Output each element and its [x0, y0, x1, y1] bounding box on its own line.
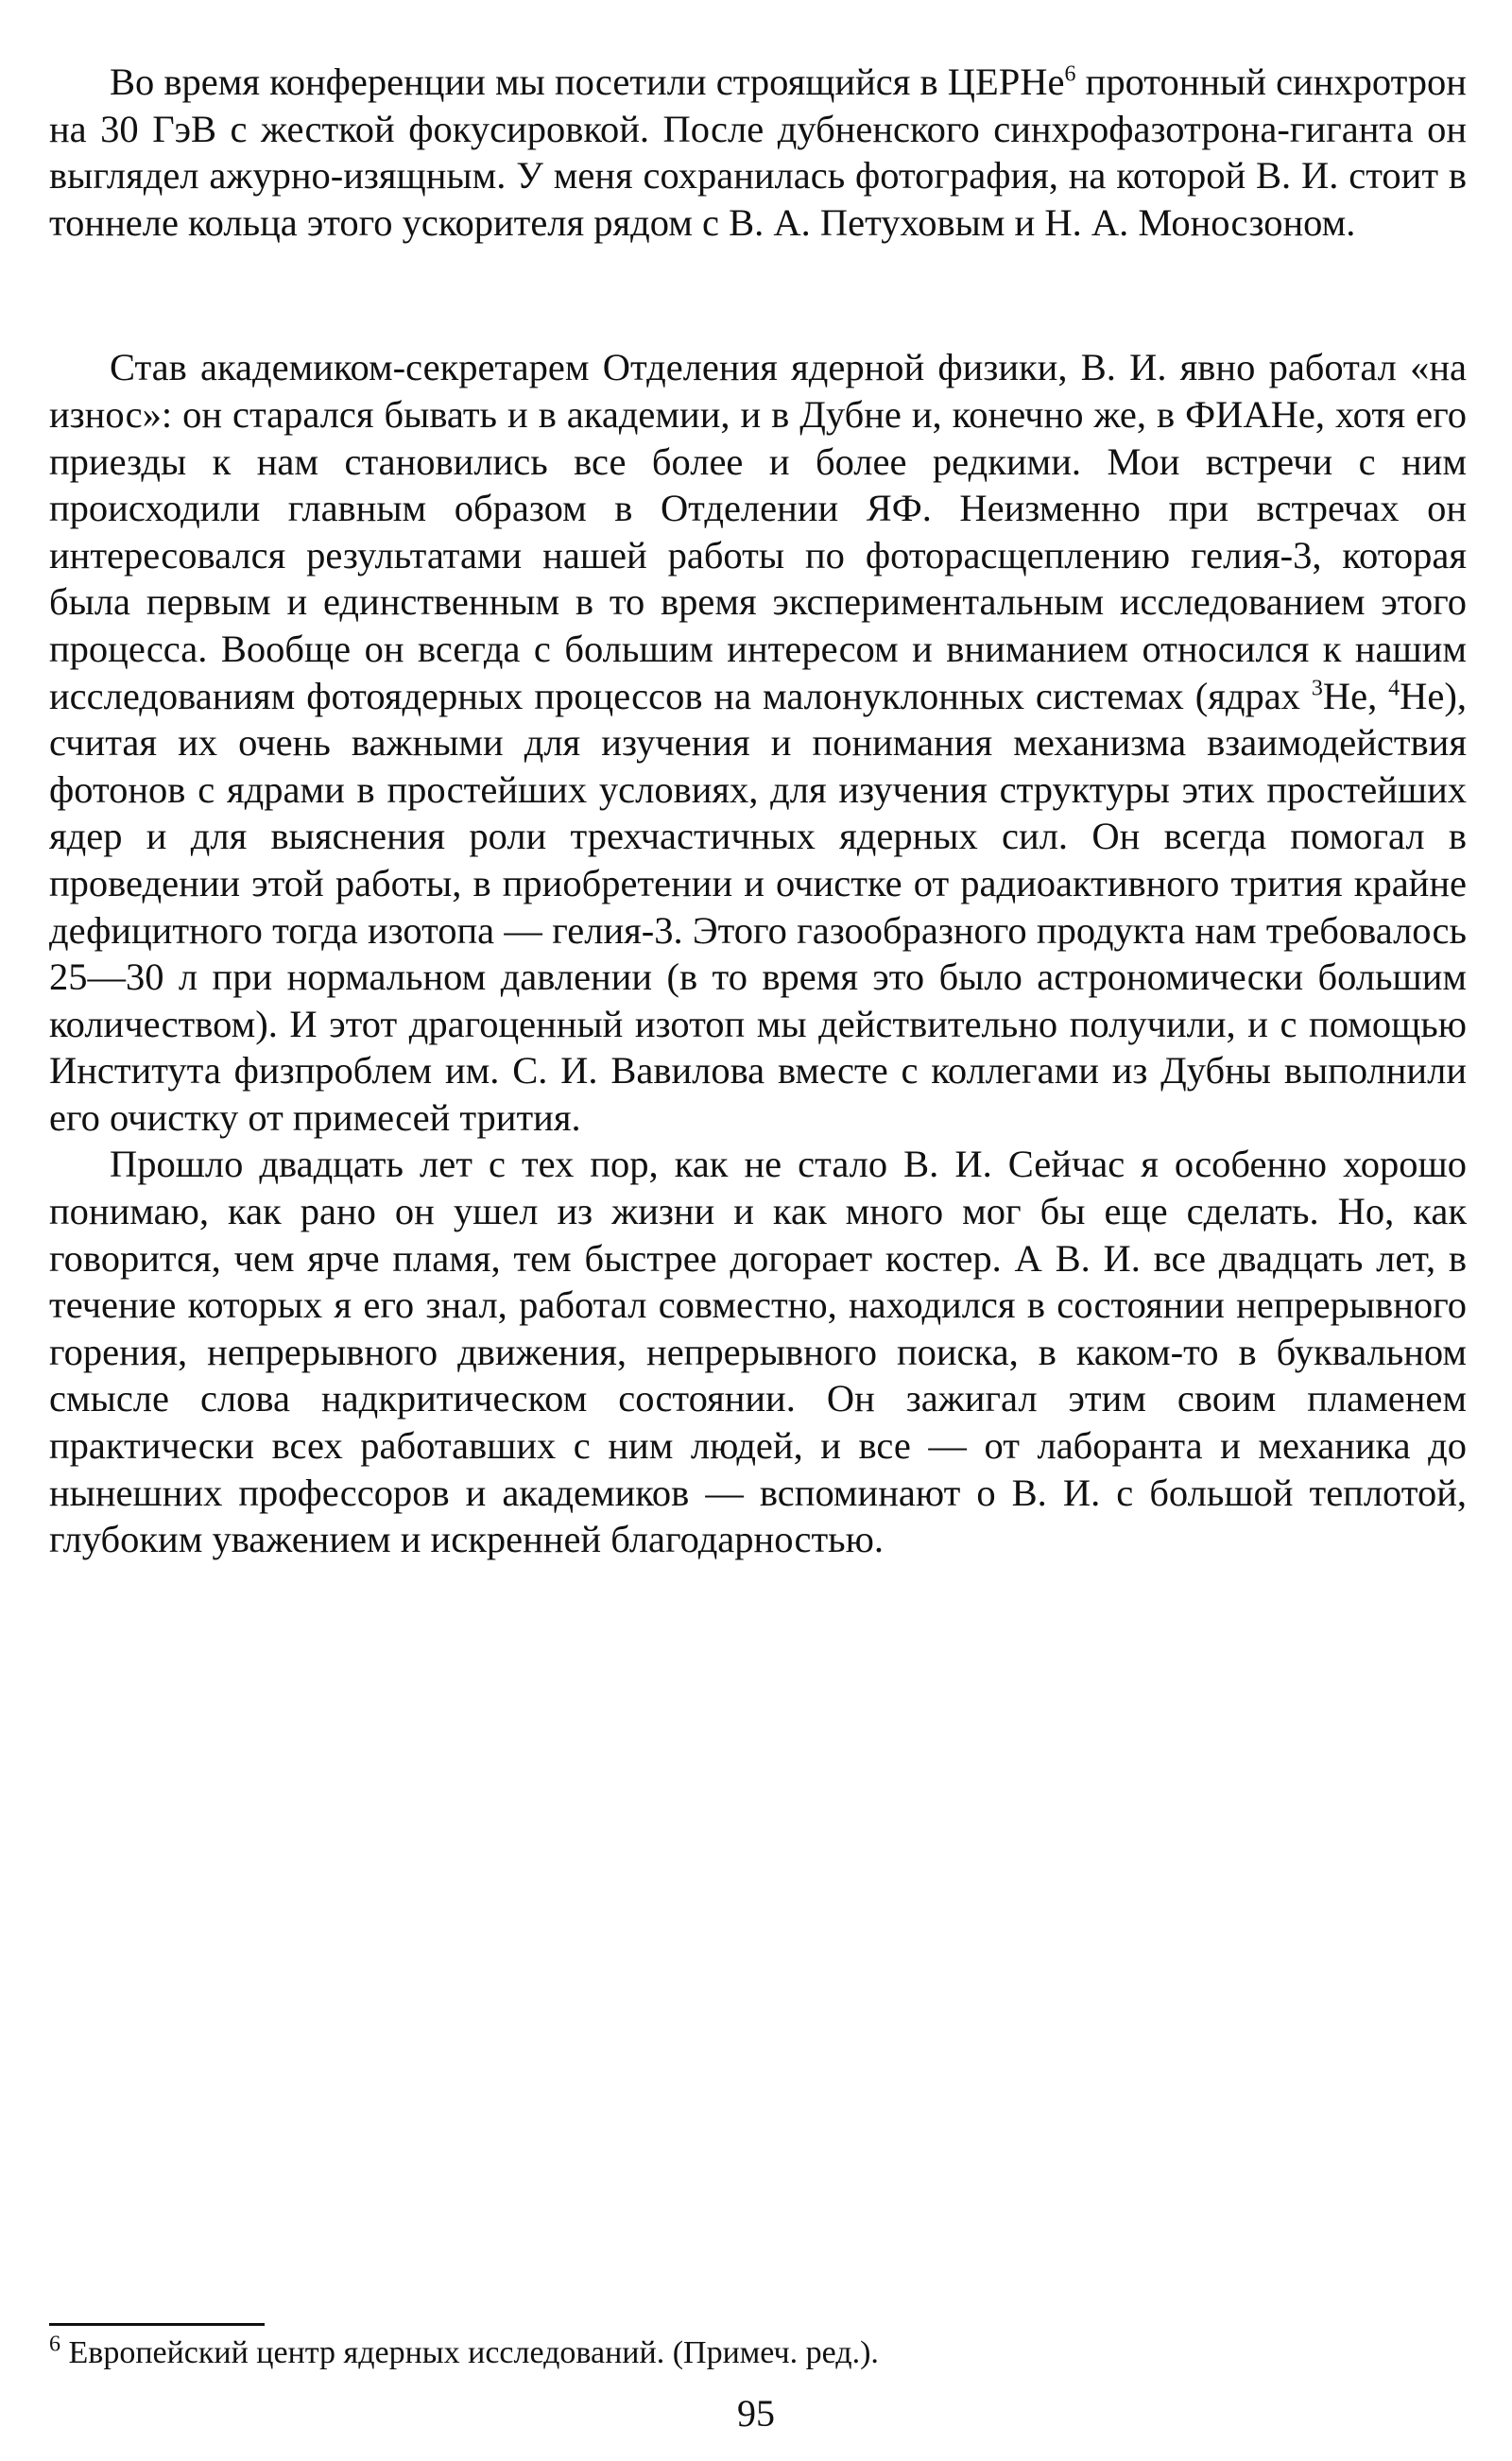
- paragraph-cern-visit-text-after: протонный синхротрон на 30 ГэВ с жесткой фокусировкой. После дубненского синхрофазотрона-гиганта он выглядел ажурно-изящным. У меня сохранилась фотография, на которой В. И. стоит в тоннеле кольца этого ускорителя рядом с В. А. Петуховым и Н. А. Моносзоном.: [49, 60, 1467, 244]
- isotope-element: He,: [1322, 674, 1389, 717]
- footnote: [49, 2334, 1467, 2372]
- footnote-reference: 6: [1064, 61, 1076, 87]
- footnote-marker: 6: [49, 2332, 60, 2357]
- paragraph-twenty-years-text: Прошло двадцать лет с тех пор, как не стало В. И. Сейчас я особенно хорошо понимаю, как рано он ушел из жизни и как много мог бы еще сделать. Но, как говорится, чем ярче пламя, тем быстрее догорает костер. А В. И. все двадцать лет, в течение которых я его знал, работал совместно, находился в состоянии непрерывного горения, непрерывного движения, непрерывного поиска, в каком-то в буквальном смысле слова надкритическом состоянии. Он зажигал этим своим пламенем практически всех работавших с ним людей, и все — от лаборанта и механика до нынешних профессоров и академиков — вспоминают о В. И. с большой теплотой, глубоким уважением и искренней благодарностью.: [49, 1143, 1467, 1561]
- paragraph-cern-visit: [49, 59, 1467, 246]
- section-gap: [49, 246, 1467, 344]
- paragraph-cern-visit-text: Во время конференции мы посетили строящийся в ЦЕРНе: [110, 60, 1065, 103]
- isotope-element: He: [1400, 674, 1445, 717]
- page-number: 95: [737, 2392, 775, 2435]
- paragraph-academic-secretary-text-b: ), считая их очень важными для изучения и понимания механизма взаимодействия фотонов с ядрами в простейших условиях, для изучения структуры этих простейших ядер и для выяснения роли трехчастичных ядерных сил. Он всегда помогал в проведении этой работы, в приобретении и очистке от радиоактивного трития крайне дефицитного тогда изотопа — гелия-3. Этого газообразного продукта нам требовалось 25—30 л при нормальном давлении (в то время это было астрономически большим количеством). И этот драгоценный изотоп мы действительно получили, и с помощью Института физпроблем им. С. И. Вавилова вместе с коллегами из Дубны выполнили его очистку от примесей трития.: [49, 674, 1467, 1139]
- paragraph-academic-secretary-text-a: Став академиком-секретарем Отделения ядерной физики, В. И. явно работал «на износ»: он старался бывать и в академии, и в Дубне и, конечно же, в ФИАНе, хотя его приезды к нам становились все более и более редкими. Мои встречи с ним происходили главным образом в Отделении ЯФ. Неизменно при встречах он интересовался результатами нашей работы по фоторасщеплению гелия-3, которая была первым и единственным в то время экспериментальным исследованием этого процесса. Вообще он всегда с большим интересом и вниманием относился к нашим исследованиям фотоядерных процессов на малонуклонных системах (ядрах: [49, 346, 1467, 717]
- footnote-divider: [49, 2323, 265, 2326]
- isotope-mass-number: 3: [1311, 676, 1323, 701]
- footnote-text: Европейский центр ядерных исследований. (Примеч. ред.).: [60, 2335, 879, 2370]
- isotope-mass-number: 4: [1388, 676, 1400, 701]
- paragraph-twenty-years: [49, 1141, 1467, 1562]
- page-body: [49, 59, 1467, 1563]
- paragraph-academic-secretary: [49, 344, 1467, 1141]
